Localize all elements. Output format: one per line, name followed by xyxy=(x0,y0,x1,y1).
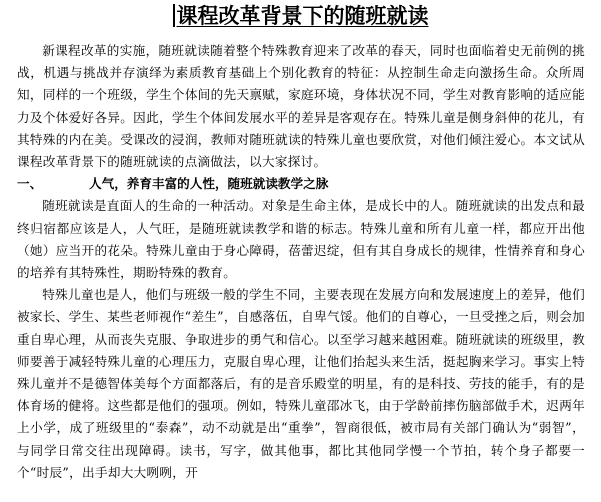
intro-paragraph: 新课程改革的实施，随班就读随着整个特殊教育迎来了改革的春天，同时也面临着史无前例的挑战，机遇与挑战并存演绎为素质教育基础上个别化教育的特征：从控制生命走向激扬生命。众所周知，同样的一个班级，学生个体间的先天禀赋，家庭环境，身体状况不同，学生对教育影响的适应能力及个体爱好各异。因此，学生个体间发展水平的差异是客观存在。特殊儿童是侧身斜伸的花儿，有其特殊的内在美。受课改的浸润，教师对随班就读的特殊儿童也要欣赏，对他们倾注爱心。本文试从课程改革背景下的随班就读的点滴做法，以大家探讨。 xyxy=(17,43,585,170)
document-title-text: 课程改革背景下的随班就读 xyxy=(176,4,429,28)
document-title xyxy=(0,2,601,30)
section-paragraph-1: 随班就读是直面人的生命的一种活动。对象是生命主体，是成长中的人。随班就读的出发点和最终归宿都应该是人，人气旺，是随班就读教学和谐的标志。特殊儿童和所有儿童一样，都应开出他（她）应当开的花朵。特殊儿童由于身心障碍，蓓蕾迟绽，但有其自身成长的规律，性情养育和身心的培养有其特殊性，期盼特殊的教育。 xyxy=(17,198,585,281)
section-paragraph-2: 特殊儿童也是人，他们与班级一般的学生不同，主要表现在发展方向和发展速度上的差异，他们被家长、学生、某些老师视作“差生”，自感落伍，自卑气馁。他们的自尊心，一旦受挫之后，则会加重自卑心理，从而丧失克服、争取进步的勇气和信心。以至学习越来越困难。随班就读的班级里，教师要善于减轻特殊儿童的心理压力，克服自卑心理，让他们抬起头来生活，挺起胸来学习。事实上特殊儿童并不是德智体美每个方面都落后，有的是音乐殿堂的明星，有的是科技、劳技的能手，有的是体育场的健将。这些都是他们的强项。例如，特殊儿童邵冰飞，由于学龄前摔伤脑部做手术，迟两年上小学，成了班级里的“泰森”，动不动就是出“重拳”，智商很低，被市局有关部门确认为“弱智”，与同学日常交往出现障碍。读书，写字，做其他事，都比其他同学慢一个节拍，转个身子都要一个“时辰”，出手却大大咧咧，开 xyxy=(17,287,585,480)
document-body xyxy=(17,40,585,484)
section-number: 一、 xyxy=(17,176,43,192)
section-heading xyxy=(17,173,585,195)
text-cursor xyxy=(173,4,175,27)
section-heading-text: 人气，养育丰富的人性，随班就读教学之脉 xyxy=(89,176,329,192)
